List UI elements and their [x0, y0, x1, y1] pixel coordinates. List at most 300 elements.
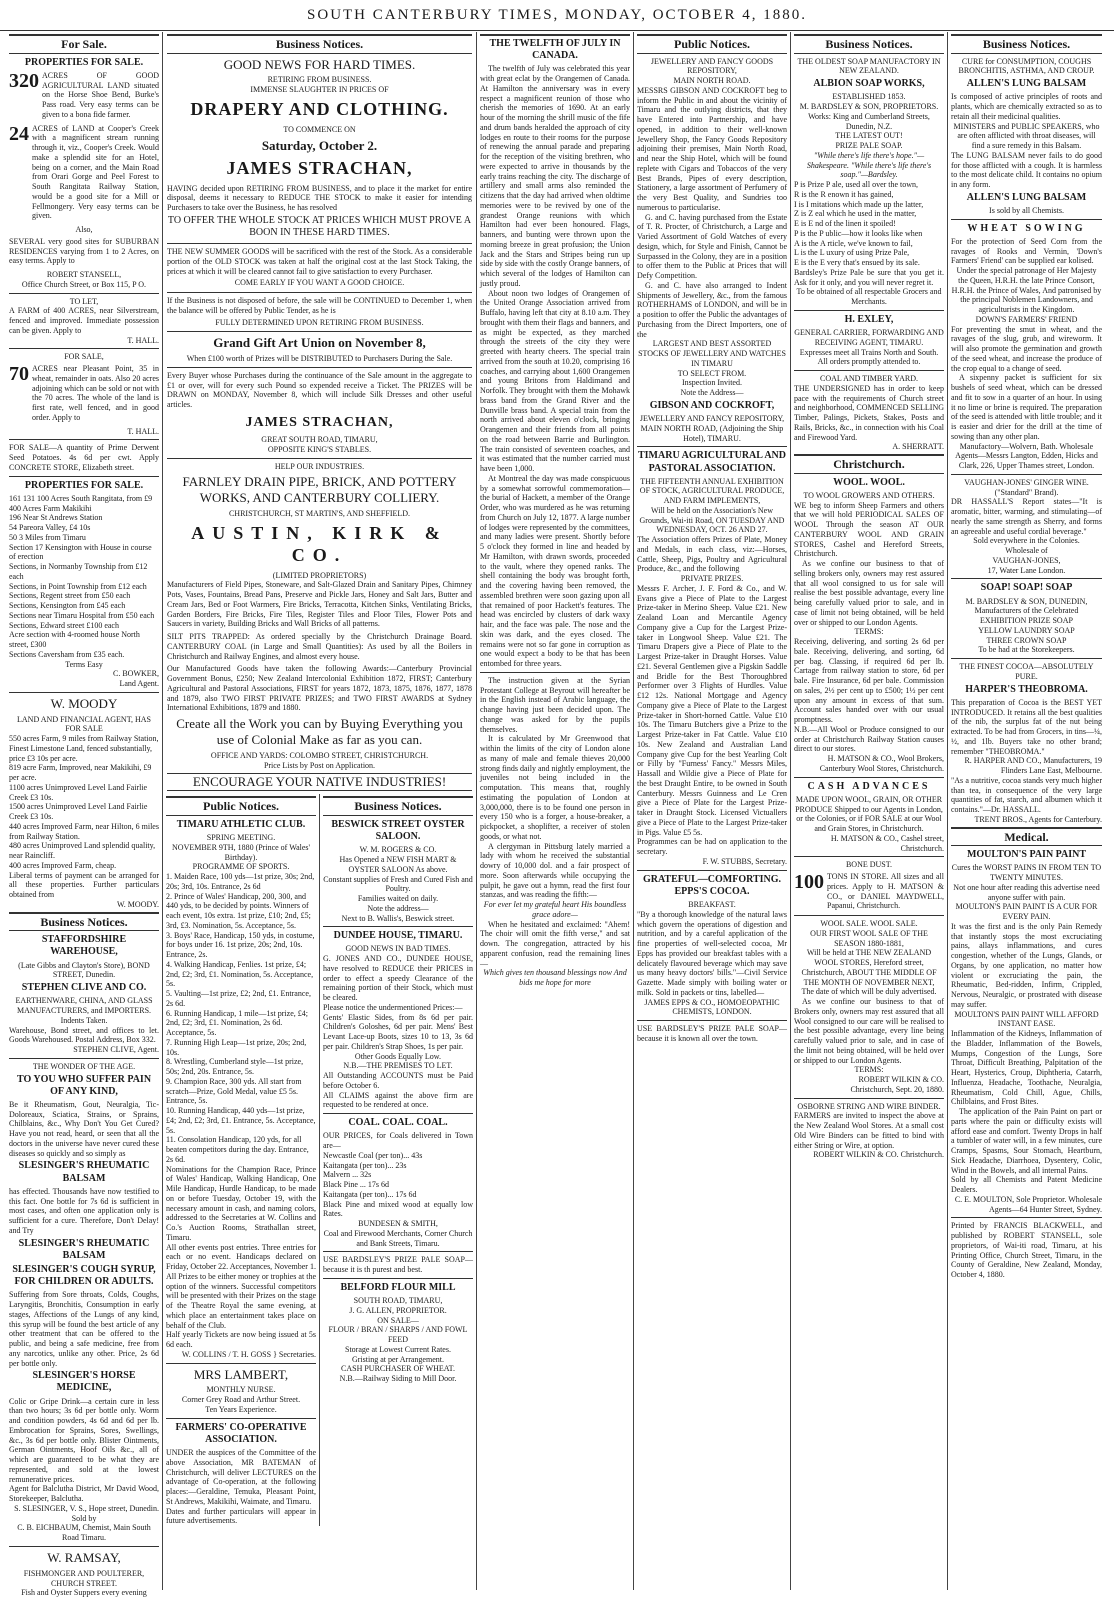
ad-subheading: OUR FIRST WOOL SALE OF THE SEASON 1880-1881,	[810, 928, 928, 948]
ad-property	[794, 872, 944, 911]
ad-subheading: EXHIBITION PRIZE SOAP	[980, 616, 1073, 626]
article-verse: For ever let my grateful heart His boundless grace adore—	[483, 900, 627, 919]
ad-subheading: FULLY DETERMINED UPON RETIRING FROM BUSINESS.	[215, 317, 424, 327]
ad-heading: SLESINGER'S RHEUMATIC BALSAM	[18, 1237, 150, 1261]
ad-heading: PROPERTIES FOR SALE.	[24, 56, 144, 68]
ad-text: ACRES of LAND at Cooper's Creek with a magnificent stream running through it, viz., Cooper's Creek. Would make a splendid site for an Hotel, being on a corner, and the Main Road from Orari Gorge and Peel Forest to South Rangitata Railway Station, would be a good site for a Mill or Fellmongery. Very easy terms can be given.	[32, 123, 159, 221]
list-item: 54 Pareora Valley, £4 10s	[9, 523, 91, 532]
ad-subheading: COAL AND TIMBER YARD.	[820, 374, 918, 383]
ad-signature: A. SHERRATT.	[892, 442, 944, 452]
ad-subheading: NOVEMBER 9TH, 1880 (Prince of Wales' Birthday).	[172, 842, 310, 862]
list-item: P is the P ublic—how it looks like when	[794, 228, 923, 238]
ad-text: Indents Taken.	[60, 1015, 108, 1025]
property-list	[9, 734, 159, 871]
ad-text: N.B.—All Wool or Produce consigned to our order at Christchurch Railway Station causes direct to our stores.	[794, 724, 944, 754]
ad-text: Is sold by all Chemists.	[989, 206, 1064, 215]
ad-heading: W. RAMSAY,	[47, 1549, 121, 1565]
ad-subheading: GENERAL CARRIER, FORWARDING AND RECEIVING AGENT, TIMARU.	[794, 328, 944, 347]
ad-subheading: (LIMITED PROPRIETORS)	[272, 570, 367, 580]
ad-text: Wholesale of	[1005, 546, 1048, 556]
ad-signature: W. MOODY.	[116, 899, 159, 909]
ad-text: Be it Rheumatism, Gout, Neuralgia, Tic-Doloreaux, Sciatica, Strains, or Sprains, Chilblains, &c., Why Don't You Get Cured? Have you not read, heard, or seen that all the doctors in the universe have never cured these diseases so quickly and so simply as	[9, 1099, 159, 1158]
ad-heading: SLESINGER'S HORSE MEDICINE,	[32, 1370, 136, 1394]
ad-text: Fish and Oyster Suppers every evening	[21, 1588, 147, 1598]
ad-subheading: MONTHLY NURSE.	[206, 1385, 276, 1395]
ad-text: Note the Address—	[680, 388, 744, 398]
ad-heading: WHEAT SOWING	[967, 222, 1086, 234]
ad-signature: T. HALL.	[127, 426, 159, 436]
masthead: SOUTH CANTERBURY TIMES, MONDAY, OCTOBER 4, 1880.	[0, 0, 1114, 31]
ad-subheading: WOOL SALE. WOOL SALE.	[820, 919, 918, 928]
ad-text: THE UNDERSIGNED has in order to keep pace with the requirements of Church street and neighborhood, COMMENCED SELLING Timber, Palings, Pickets, Stakes, Posts and Rails, Bricks, &c., in connection with his Coal and Firewood Yard.	[794, 383, 944, 442]
ad-subheading: ESTABLISHED 1853.	[832, 92, 906, 102]
list-item: Sections near Timaru Hospital from £50 each	[9, 610, 155, 620]
article-paragraph: The instruction given at the Syrian Protestant College at Beyrout will hereafter be in the English instead of Arabic language, the change having just been decided upon. The change was asked for by the pupils themselves.	[480, 675, 630, 734]
ad-heading: Create all the Work you can by Buying Everything you use of Colonial Make as far as you can.	[176, 716, 463, 748]
ad-subheading: SPRING MEETING.	[206, 833, 276, 843]
ad-subheading: CASH PURCHASER OF WHEAT.	[341, 1364, 455, 1374]
ad-signature: Land Agent.	[119, 679, 159, 688]
ad-heading: FARMERS' CO-OPERATIVE ASSOCIATION.	[175, 1421, 307, 1445]
ad-text: Manufactory—Wolvern, Bath. Wholesale Agents—Messrs Langton, Edden, Hicks and Clark, 226, Upper Thames street, London.	[955, 441, 1098, 471]
section-heading: Business Notices.	[167, 34, 472, 54]
ad-subheading: CURE for CONSUMPTION, COUGHS BRONCHITIS, ASTHMA, AND CROUP.	[958, 56, 1095, 76]
list-item: 8. Wrestling, Cumberland style—1st prize, 50s; 2nd, 20s. Entrance, 5s.	[166, 1057, 304, 1077]
ad-text: The LUNG BALSAM never fails to do good for those afflicted with a cough. It is harmless to the most delicate child. It contains no opium in any form.	[951, 150, 1102, 190]
ad-property	[9, 71, 159, 120]
ad-signature: STEPHEN CLIVE, Agent.	[73, 1045, 159, 1055]
ad-text: Inspection Invited.	[682, 378, 742, 388]
ad-heading: ALBION SOAP WORKS,	[813, 78, 925, 90]
ad-heading: TO LET,	[69, 296, 99, 306]
ad-text: "While there's life there's hope."—Shakespeare. "While there's life there's soap."—Bardsley.	[806, 150, 932, 180]
ad-text: has effected. Thousands have now testified to this fact. One bottle for 7s 6d is sufficient in most cases, and often one application only is sufficient for a cure. Therefore, Don't Delay! and Try	[9, 1186, 159, 1235]
ad-text: Programmes can be had on application to the secretary.	[637, 837, 787, 857]
ad-subheading: COME EARLY IF YOU WANT A GOOD CHOICE.	[234, 278, 405, 288]
list-item: 480 acres Unimproved Land splendid quality, near Raincliff.	[9, 841, 156, 861]
list-item: 1100 acres Unimproved Level Land Fairlie Creek £3 10s.	[9, 782, 148, 802]
ad-subheading: OFFICE AND YARDS: COLOMBO STREET, CHRISTCHURCH.	[210, 750, 429, 760]
ad-text: Nominations for the Champion Race, Prince of Wales' Handicap, Walking Handicap, One Mile Handicap, Hurdle Handicap, to be made on or before Tuesday, October 19, with the necessary amount in cash, and naming colors, addressed to the Secretaries at W. Collins and Co.'s Auction Rooms, Strathallan street, Timaru.	[166, 1164, 316, 1242]
ad-text: Dates and further particulars will appear in future advertisements.	[166, 1506, 316, 1526]
ad-heading: GIBSON AND COCKROFT,	[649, 399, 775, 411]
ad-heading: MOULTON'S PAIN PAINT	[966, 849, 1087, 861]
ad-heading: FARNLEY DRAIN PIPE, BRICK, AND POTTERY WORKS, AND CANTERBURY COLLIERY.	[182, 474, 457, 506]
ad-text: Also,	[75, 225, 93, 235]
ad-text: For preventing the smut in wheat, and the ravages of the slug, grub, and wireworm. It will also promote the germination and growth of the seed wheat, and increase the produce of the crop equal to a change of seed.	[951, 324, 1102, 373]
ad-signature: T. HALL.	[127, 335, 159, 345]
ad-subheading: TO COMMENCE ON	[283, 124, 356, 134]
ad-text: All CLAIMS against the above firm are requested to be rendered at once.	[323, 1090, 473, 1110]
list-item: Sections, in Point Township from £12 each	[9, 581, 147, 591]
list-item: L is the L uxury of using Prize Pale,	[794, 248, 910, 258]
ad-heading: SLESINGER'S RHEUMATIC BALSAM	[18, 1160, 150, 1184]
ad-signature: ROBERT WILKIN & CO. Christchurch.	[813, 1150, 944, 1160]
ad-text: Colic or Gripe Drink—a certain cure in less than two hours; 3s 6d per bottle only. Worm and condition powders, 4s 6d and 6d per lb. Embrocation for Sprains, Sores, Swellings, &c., 3s 6d per bottle only. Blister Ointments, German Ointments, Hoof Oils &c., all of which are guaranteed to be what they are represented, and sold at the lowest remunerative prices.	[9, 1396, 159, 1484]
list-item: 161 131 100 Acres South Rangitata, from £9	[9, 493, 153, 503]
acreage: 70	[9, 363, 29, 386]
ad-text: G. and C. having purchased from the Estate of T. R. Procter, of Christchurch, a Large and Varied Assortment of Gold Watches of every design, which, for Style and Finish, Cannot be Surpassed in the Colony, they are in a position to offer them to the Public at Prices that will Defy Competition.	[637, 212, 787, 281]
article-title: THE TWELFTH OF JULY IN CANADA.	[480, 34, 630, 62]
ad-text: Will be held on the Association's New Grounds, Wai-iti Road, ON TUESDAY AND WEDNESDAY, OCT. 26 AND 27.	[639, 505, 785, 535]
list-item: 400 Acres Farm Makikihi	[9, 503, 92, 513]
list-item: 9. Champion Race, 300 yds. All start from scratch—Prize, Gold Medal, value £5 5s. Entrance, 5s.	[166, 1076, 302, 1106]
ad-heading: THE WONDER OF THE AGE.	[32, 1061, 136, 1071]
ad-subheading: YELLOW LAUNDRY SOAP	[978, 625, 1075, 635]
ad-text: Messrs F. Archer, J. F. Ford & Co., and W. Evans give a Piece of Plate to the Largest Prize-taker in Merino Sheep. Value £21. New Zealand Loan and Mercantile Agency Company give a Cup for the Largest Prize-taker in Longwool Sheep. Value £21. The Timaru Drapers give a Piece of Plate to the Largest Prize-taker in Draught Horses. Value £21. Several Gentlemen give a Pigskin Saddle and Bridle for the Best Thoroughbred Performer over 3 Flights of Hurdles. Value £12 12s. National Mortgage and Agency Company give a Piece of Plate to the Largest Prize-taker in Short-horned Cattle. Value £10 10s. The Timaru Butchers give a Prize to the Largest Prize-taker in Fat Cattle. Value £10 10s. New Zealand and Australian Land Company give Cup for the best Yearling Colt or Filly by "Furness' Fancy." Messrs Miles, Hassall and Wildie give a Piece of Plate for the best Draught Entire, to be owned in South Canterbury. Messrs Guinness and Le Cren give a Piece of Plate for the Largest Prize-taker in Draught Stock. Licensed Victuallers give a Piece of Plate to the Largest Prize-taker in Pigs. Value £5 5s.	[637, 583, 787, 837]
acrostic-verse	[794, 180, 944, 268]
list-item: 50 3 Miles from Timaru	[9, 532, 86, 542]
ad-text: Gristing at per Arrangement.	[352, 1354, 444, 1364]
ad-text: FARMERS are invited to inspect the above at the New Zealand Wool Stores. At a small cost Old Wire Binders can be fitted to bind with either String or Wire, at option.	[794, 1111, 944, 1150]
ad-text: FLOUR / BRAN / SHARPS / AND FOWL FEED	[328, 1325, 468, 1345]
list-item: Sections, in Normanby Township from £12 each	[9, 562, 148, 581]
ad-text: Every Buyer whose Purchases during the continuance of the Sale amount in the aggregate to £1 or over, will for every such Pound so expended receive a Ticket. The PRIZES will be DRAWN on MONDAY, November 8, which will include Silk Dresses and other useful articles.	[167, 370, 472, 410]
ad-text: Has Opened a NEW FISH MART & OYSTER SALOON As above.	[339, 855, 457, 874]
list-item: A is the A rticle, we've known to fail,	[794, 238, 913, 248]
events-list	[166, 872, 316, 1165]
ad-heading: HARPER'S THEOBROMA.	[965, 683, 1088, 695]
ad-subheading: THE LATEST OUT!	[835, 131, 903, 141]
ad-heading: GOOD NEWS FOR HARD TIMES.	[223, 56, 416, 72]
ad-subheading: PROGRAMME OF SPORTS.	[192, 862, 290, 872]
ad-signature: H. MATSON & CO., Cashel street, Christchurch.	[830, 833, 944, 853]
ad-text: When £100 worth of Prizes will be DISTRIBUTED to Purchasers During the Sale.	[186, 354, 453, 364]
ad-text: Inflammation of the Kidneys, Inflammation of the Bladder, Inflammation of the Bowels, Mumps, Congestion of the Lungs, Sore Throat, Difficult Breathing, Palpitation of the Heart, Hysterics, Croup, Diphtheria, Catarrh, Influenza, Headache, Toothache, Neuralgia, Rheumatism, Cold Chill, Ague, Chills, Chilblains, and Frost Bites.	[951, 1029, 1102, 1107]
ad-heading: FOR SALE,	[64, 352, 104, 362]
list-item: 2. Prince of Wales' Handicap, 200, 300, and 440 yds, to be decided by points. Winners of each event, 10s extra. 1st prize, £10; 2nd, £5; 3rd, £3. Nomination, 5s. Acceptance, 5s.	[166, 891, 311, 930]
ad-subheading: JEWELLERY AND FANCY REPOSITORY, MAIN NORTH ROAD, (Adjoining the Ship Hotel), TIMARU.	[639, 414, 785, 443]
list-item: 400 acres Improved Farm, cheap.	[9, 860, 117, 870]
property-list	[9, 494, 159, 660]
ad-subheading: TERMS:	[854, 1065, 884, 1075]
ad-signature: C. BOWKER,	[113, 669, 159, 679]
ad-text: 17, Water Lane London.	[987, 565, 1066, 575]
ad-signature: ROBERT WILKIN & CO.	[858, 1075, 944, 1084]
ad-heading: CASH ADVANCES	[807, 780, 931, 792]
ad-text: Other Goods Equally Low.	[354, 1051, 442, 1061]
ad-signature: Christchurch, Sept. 20, 1880.	[850, 1084, 944, 1094]
ad-heading: TIMARU AGRICULTURAL AND PASTORAL ASSOCIATION.	[638, 450, 786, 474]
list-item: Kaitangata (per ton)... 23s	[323, 1160, 407, 1170]
ad-text: Under the special patronage of Her Majesty the Queen, H.R.H. the late Prince Consort, H.R.H. the Prince of Wales, And patronised by the principal Noblemen Landowners, and agriculturists in the Kingdom.	[951, 266, 1102, 315]
ad-subheading: MAIN NORTH ROAD.	[673, 76, 751, 86]
ad-heading: ALLEN'S LUNG BALSAM	[966, 78, 1087, 90]
ad-text: Will be held at THE NEW ZEALAND WOOL STORES, Hereford street, Christchurch, ABOUT THE MIDDLE OF THE MONTH OF NOVEMBER NEXT,	[801, 948, 937, 987]
ad-heading: STEPHEN CLIVE AND CO.	[21, 982, 147, 994]
ad-subheading: Cures the WORST PAINS IN FROM TEN TO TWENTY MINUTES.	[951, 863, 1102, 883]
ad-heading: JEWELLERY AND FANCY GOODS REPOSITORY,	[650, 56, 774, 76]
ad-text: N.B.—Railway Siding to Mill Door.	[339, 1374, 457, 1384]
ad-text: Coal and Firewood Merchants, Corner Church and Bank Streets, Timaru.	[323, 1228, 473, 1248]
article-paragraph: When he hesitated and exclaimed: "Ahem! The choir will omit the fifth verse," and sat down. The congregation, attracted by his apparent confusion, read the remaining lines—	[480, 919, 630, 968]
ad-subheading: PRIVATE PRIZES.	[680, 574, 744, 584]
section-heading: Business Notices.	[9, 912, 159, 932]
ad-text: SILT PITS TRAPPED: As ordered specially by the Christchurch Drainage Board. CANTERBURY COAL (in Large and Small Quantities): As used by all the Boilers in Christchurch and Railway Engines, and almost every house.	[167, 632, 472, 661]
ad-text: OUR PRICES, for Coals delivered in Town are—	[323, 1131, 473, 1151]
list-item: P is Prize P ale, used all over the town,	[794, 180, 919, 190]
ad-subheading: OPPOSITE KING'S STABLES.	[267, 444, 372, 454]
ad-heading: DRAPERY AND CLOTHING.	[190, 98, 449, 119]
list-item: Sections Caversham from £35 each.	[9, 649, 125, 659]
ad-text: The date of which will be duly advertised.	[801, 987, 937, 997]
ad-text: Please notice the undermentioned Prices:—	[323, 1002, 463, 1012]
list-item: 6. Running Handicap, 1 mile—1st prize, £4; 2nd, £2; 3rd, £1. Nomination, 2s 6d. Acceptance, 5s.	[166, 1008, 308, 1038]
list-item: 819 acre Farm, Improved, near Makikihi, £9 per acre.	[9, 763, 152, 783]
ad-subheading: N.B.—THE PREMISES TO LET.	[343, 1061, 453, 1071]
ad-heading: ALLEN'S LUNG BALSAM	[966, 191, 1087, 203]
ad-signature: TRENT BROS., Agents for Canterbury.	[974, 814, 1102, 824]
ad-subheading: CHRISTCHURCH, ST MARTIN'S, AND SHEFFIELD.	[228, 509, 411, 519]
ad-text: ("Standard" Brand).	[994, 487, 1059, 497]
ad-text: DR HASSALL'S Report states—"It is aromatic, bitter, warming, and stimulating—of nearly the same strength as Sherry, and forms an agreeable and useful cordial beverage."	[951, 497, 1102, 536]
ad-text: FOR SALE—A quantity of Prime Derwent Seed Potatoes. 4s 6d per cwt. Apply CONCRETE STORE, Elizabeth street.	[9, 443, 159, 472]
ad-text: It was the first and is the only Pain Remedy that instantly stops the most excruciating pains, allays inflammations, and cures congestion, whether of the Lungs, Glands, or Organs, by one application, no matter how violent or excruciating the pain, the Rheumatic, Bed-ridden, Infirm, Crippled, Nervous, Neuralgic, or prostrated with disease may suffer.	[951, 921, 1102, 1009]
ad-text: USE BARDSLEY'S PRIZE PALE SOAP—because it is th purest and best.	[323, 1255, 473, 1275]
ad-text: Corner Grey Road and Arthur Street.	[181, 1395, 301, 1405]
ad-subheading: VAUGHAN-JONES' GINGER WINE.	[964, 477, 1089, 487]
imprint: Printed by FRANCIS BLACKWELL, and published by ROBERT STANSELL, sole proprietors, of Wai-iti road, Timaru, at his Printing Office, Church Street, Timaru, in the County of Geraldine, New Zealand, Monday, October 4, 1880.	[951, 1221, 1102, 1280]
ad-text: To be obtained of all respectable Grocers and Merchants.	[796, 287, 942, 307]
column-2b	[320, 794, 476, 1526]
ad-text: Works: King and Cumberland Streets, Dunedin, N.Z.	[808, 111, 930, 131]
ad-signature: C. B. EICHBAUM, Chemist, Main South Road Timaru.	[17, 1523, 151, 1543]
ad-signature: R. HARPER AND CO., Manufacturers, 19 Flinders Lane East, Melbourne.	[964, 756, 1102, 776]
ad-heading: JAMES STRACHAN,	[245, 414, 394, 430]
ad-text: The Association offers Prizes of Plate, Money and Medals, in each class, viz:—Horses, Cattle, Sheep, Pigs, Poultry and Agricultural Produce, &c., and the following	[637, 535, 787, 574]
list-item: Black Pine ... 17s 6d	[323, 1180, 389, 1190]
ad-text: Bardsley's Prize Pale be sure that you get it. Ask for it only, and you will never regret it.	[794, 267, 944, 287]
section-heading: Public Notices.	[166, 796, 316, 816]
section-heading: Business Notices.	[323, 796, 473, 816]
acreage: 24	[9, 122, 29, 145]
ad-subheading: GREAT SOUTH ROAD, TIMARU,	[261, 435, 378, 445]
ad-text: Half yearly Tickets are now being issued at 5s 6d each.	[166, 1330, 316, 1350]
ad-text: Sold by all Chemists and Patent Medicine Dealers.	[951, 1175, 1102, 1195]
list-item: 10. Running Handicap, 440 yds—1st prize, £4; 2nd, £2; 3rd, £1. Entrance, 5s. Acceptance, 5s.	[166, 1106, 316, 1135]
ad-text: Storage at Lowest Current Rates.	[345, 1344, 451, 1354]
ad-subheading: THE FIFTEENTH ANNUAL EXHIBITION	[640, 476, 784, 486]
ad-text: A FARM of 400 ACRES, near Silverstream, fenced and improved. Immediate possession can be given. Apply to	[9, 306, 159, 335]
ad-heading: COAL. COAL. COAL.	[348, 1117, 448, 1129]
ad-signature: F. W. STUBBS, Secretary.	[702, 856, 787, 866]
ad-text: MADE UPON WOOL, GRAIN, OR OTHER PRODUCE Shipped to our Agents in London, or the Colonies, or if FOR SALE at our Wool and Grain Stores, in Christchurch.	[795, 794, 943, 833]
list-item: 3. Boys' Race, Handicap, 150 yds, in costume, for boys under 16. 1st prize, 20s; 2nd, 10s. Entrance, 2s.	[166, 930, 315, 960]
list-item: E is the E very that's ensued by its sale.	[794, 258, 920, 268]
quantity: 100	[794, 871, 824, 893]
section-heading: Medical.	[951, 827, 1102, 847]
ad-text: WE beg to inform Sheep Farmers and others that we will hold PERIODICAL SALES OF WOOL Through the season AT OUR CANTERBURY WOOL AND GRAIN STORES, Cashel and Hereford Streets, Christchurch.	[794, 500, 944, 559]
ad-subheading: BONE DUST.	[845, 860, 893, 870]
ad-signature: S. SLESINGER, V. S., Hope street, Dunedin.	[14, 1503, 159, 1513]
list-item: 1500 acres Unimproved Level Land Fairlie Creek £3 10s.	[9, 802, 148, 822]
column-1	[6, 32, 163, 1598]
ad-text: Constant supplies of Fresh and Cured Fish and Poultry.	[323, 874, 473, 894]
ad-heading: MRS LAMBERT,	[193, 1366, 289, 1382]
list-item: E is E nd of the linen it spoiled!	[794, 219, 896, 229]
list-item: 4. Walking Handicap, Fenlies. 1st prize, £4; 2nd, £2; 3rd, £1. Nomination, 5s. Acceptance, 5s.	[166, 959, 314, 989]
ad-heading: JAMES STRACHAN,	[226, 157, 413, 178]
section-heading: For Sale.	[9, 34, 159, 54]
ad-subheading: OF STOCK, AGRICULTURAL PRODUCE, AND FARM IMPLEMENTS,	[639, 486, 785, 506]
ad-signature: W. COLLINS / T. H. GOSS } Secretaries.	[181, 1349, 316, 1359]
list-item: 1. Maiden Race, 100 yds—1st prize, 30s; 2nd, 20s; 3rd, 10s. Entrance, 2s 6d	[166, 872, 315, 891]
ad-subheading: TO WOOL GROWERS AND OTHERS.	[803, 490, 935, 500]
ad-subheading: MOULTON'S PAIN PAINT IS A CUR FOR EVERY PAIN.	[955, 902, 1098, 922]
ad-text: All other events post entries. Three entries for each or no event. Handicaps declared on Friday, October 22. Acceptances, November 1. All Prizes to be either money or trophies at the option of the winners. Successful competitors will be presented with their Prizes on the stage of the Theatre Royal the same evening, at which place an entertainment takes place on behalf of the Club.	[166, 1242, 316, 1330]
ad-subheading: W. M. ROGERS & CO.	[359, 845, 437, 855]
article-paragraph: About noon two lodges of Orangemen of the United Orange Association arrived from Buffalo, having left that city at 8.10 a.m. They brought with them their flags and banners, and as might be expected, as they marched through the streets of the city they were greeted with hearty cheers. The special train arrived from the south at 10.20, comprising 16 coaches, and carrying about 1,600 Orangemen and young Britons from Haldimand and Norfolk. They brought with them the Mohawk brass band from the Grand River and the Dunville brass band. A special train from the north arrived about eleven o'clock, bringing Orangemen and their friends from all points on the road between Barrie and Burlington. The train consisted of seventeen coaches, and it was estimated that the number carried must have been 1,000.	[480, 288, 630, 474]
ad-subheading: BREAKFAST.	[688, 900, 736, 910]
list-item: 196 Near St Andrews Station	[9, 513, 103, 523]
ad-heading: GRATEFUL—COMFORTING. EPPS'S COCOA.	[642, 873, 782, 897]
ad-subheading: PRIZE PALE SOAP.	[835, 141, 903, 151]
list-item: 5. Vaulting—1st prize, £2; 2nd, £1. Entrance, 2s 6d.	[166, 989, 311, 1008]
column-5	[791, 32, 948, 1590]
ad-text: All Outstanding ACCOUNTS must be Paid before October 6.	[323, 1071, 473, 1090]
ad-subheading: FISHMONGER AND POULTERER, CHURCH STREET.	[23, 1568, 145, 1588]
ad-signature: JAMES EPPS & CO., HOMOEOPATHIC CHEMISTS, LONDON.	[644, 997, 780, 1017]
list-item: Sections, Regent street from £50 each	[9, 591, 131, 601]
ad-subheading: J. G. ALLEN, PROPRIETOR.	[349, 1305, 447, 1315]
ad-text: Suffering from Sore throats, Colds, Coughs, Laryngitis, Bronchitis, Consumption in early stages, Affections of the Lungs of any kind, this syrup will be found the best article of any other treatment that can be offered to the public, and being a safe medicine, free from any narcotics, unlike any other. Price, 2s 6d per bottle only.	[9, 1290, 159, 1368]
ad-subheading: OSBORNE STRING AND WIRE BINDER.	[797, 1101, 941, 1111]
ad-text: SEVERAL very good sites for SUBURBAN RESIDENCES varying from 1 to 2 Acres, on easy terms. Apply to	[9, 236, 159, 266]
list-item: R is the R enown it has gained,	[794, 189, 894, 199]
ad-text: "By a thorough knowledge of the natural laws which govern the operations of digestion and nutrition, and by a careful application of the fine properties of well-selected cocoa, Mr Epps has provided our breakfast tables with a delicately flavoured beverage which may save us many heavy doctors' bills."—Civil Service Gazette. Made simply with boiling water or milk. Sold in packets or tins, labelled—	[637, 909, 787, 997]
ad-text: Our Manufactured Goods have taken the following Awards:—Canterbury Provincial Government Bonus, £250; New Zealand Intercolonial Exhibition 1872, FIRST; Canterbury Agricultural and Pastoral Associations, FIRST for years 1872, 1873, 1875, 1876, 1877, 1878 and 1879, also TWO FIRST PRIVATE PRIZES; and TWO FIRST AWARDS at Sydney International Exhibitions, 1879 and 1880.	[167, 664, 472, 713]
list-item: 440 acres Improved Farm, near Hilton, 6 miles from Railway Station.	[9, 821, 159, 841]
ad-text: Warehouse, Bond street, and offices to let. Goods Warehoused. Postal Address, Box 332.	[9, 1025, 159, 1045]
list-item: 550 acres Farm, 9 miles from Railway Station, Finest Limestone Land, fenced substantially, price £3 10s per acre.	[9, 734, 159, 763]
ad-text: HAVING decided upon RETIRING FROM BUSINESS, and to place it the market for entire disposal, deems it necessary to REDUCE THE STOCK to make it easier for intending Purchasers to take over the Business, he has resolved	[167, 183, 472, 212]
list-item: Newcastle Coal (per ton)... 43s	[323, 1150, 423, 1160]
ad-text: As we confine our business to that of selling brokers only, owners may rest assured that all wool consigned to us for sale will realise the best possible advantage, every line being carefully valued prior to sale, and in case of limit not being obtained, will be held over or shipped to our London Agents.	[794, 559, 944, 627]
ad-text: Liberal terms of payment can be arranged for all these properties. Further particulars obtained from	[9, 870, 159, 900]
ad-text: G. JONES AND CO., DUNDEE HOUSE, have resolved to REDUCE their PRICES in order to effect a speedy Clearance of the remaining portion of their Stock, which must be cleared.	[323, 954, 473, 1003]
ad-text: The application of the Pain Paint on part or parts where the pain or difficulty exists will afford ease and comfort. Twenty Drops in half a tumbler of water will, in a few minutes, cure Cramps, Spasms, Sour Stomach, Heartburn, Sick Headache, Diarrhoea, Dysentery, Colic, Wind in the Bowels, and all internal Pains.	[951, 1107, 1102, 1175]
price-list	[323, 1151, 473, 1200]
ad-text: Agent for Balclutha District, Mr David Wood, Storekeeper, Balclutha.	[9, 1484, 159, 1504]
ad-heading: TIMARU ATHLETIC CLUB.	[176, 818, 306, 830]
ad-subheading: SOUTH ROAD, TIMARU,	[353, 1296, 443, 1306]
ad-text: MESSRS GIBSON AND COCKROFT beg to inform the Public in and about the vicinity of Timaru and the outlying districts, that they have Entered into Partnership, and have opened, in addition to their well-known Jewellery Shop, the Fancy Goods Repository adjoining their premises, Main North Road, and near the Ship Hotel, which will be found replete with Cigars and Tobaccos of the very Best Brands, Pipes of every description, Stationery, a large assortment of Perfumery of the very Best Quality, and Sundries too numerous to particularise.	[637, 85, 787, 212]
column-2	[163, 32, 477, 1590]
ad-text: USE BARDSLEY'S PRIZE PALE SOAP—because it is known all over the town.	[637, 1024, 787, 1043]
newspaper-page	[6, 32, 1108, 1598]
section-heading: Christchurch.	[794, 454, 944, 474]
ad-text: "As a nutritive, cocoa stands very much higher than tea, in consequence of the very large quantities of fat, starch, and albumen which it contains."—Dr. HASSALL.	[951, 775, 1102, 815]
ad-subheading: (Late Gibbs and Clayton's Store), BOND STREET, Dunedin.	[18, 960, 150, 980]
ad-signature: BUNDESEN & SMITH,	[358, 1219, 438, 1229]
ad-text: This preparation of Cocoa is the BEST YET INTRODUCED. It retains all the best qualities of the nib, the surplus fat of the nut being extracted. To be had from Grocers, in tins—¼, ½, and 1lb. Buyers take no other brand; remember "THEOBROMA."	[951, 697, 1102, 756]
ad-subheading: LARGEST AND BEST ASSORTED STOCKS OF JEWELLERY AND WATCHES IN TIMARU	[638, 339, 786, 368]
ad-subheading: GOOD NEWS IN BAD TIMES.	[345, 944, 451, 954]
ad-subheading: ON SALE—	[377, 1315, 419, 1325]
column-4	[634, 32, 791, 1590]
ad-text: All orders promptly attended to.	[817, 357, 921, 367]
section-heading: Business Notices.	[951, 34, 1102, 54]
ad-subheading: TERMS:	[854, 627, 884, 637]
acreage: 320	[9, 69, 39, 92]
ad-text: Black Pine and mixed wood at equally low Rates.	[323, 1199, 473, 1219]
ad-text: Not one hour after reading this advertise need anyone suffer with pain.	[953, 882, 1100, 902]
ad-heading: BESWICK STREET OYSTER SALOON.	[331, 818, 465, 843]
ad-heading: W. MOODY	[50, 695, 118, 711]
ad-text: If the Business is not disposed of before, the sale will be CONTINUED to December 1, when the balance will be offered by Public Tender, as he is	[167, 296, 472, 315]
list-item: Sections, Edward street £100 each	[9, 620, 119, 630]
ad-text: Price Lists by Post on Application.	[263, 760, 376, 770]
ad-property	[9, 364, 159, 423]
list-item: 7. Running High Leap—1st prize, 20s; 2nd, 10s.	[166, 1037, 307, 1057]
list-item: Malvern ... 32s	[323, 1170, 372, 1180]
ad-text: To be had at the Storekeepers.	[978, 645, 1075, 655]
ad-text: UNDER the auspices of the Committee of the above Association, MR BATEMAN of Christchurch, will deliver LECTURES on the advantage of Co-operation, at the following places:—Geraldine, Temuka, Pleasant Point, St Andrews, Makikihi, Waimate, and Timaru.	[166, 1448, 316, 1506]
ad-text: Ten Years Experience.	[205, 1404, 277, 1414]
ad-subheading: RETIRING FROM BUSINESS.	[267, 75, 372, 85]
list-item: 11. Consolation Handicap, 120 yds, for all beaten competitors during the day. Entrance, 2s 6d.	[166, 1135, 309, 1164]
list-item: I is I mitations which made up the latter,	[794, 199, 924, 209]
ad-text: Receiving, delivering, and sorting 2s 6d per bale. Receiving, delivering, and sorting, 6d per bag. Classing, if required 6d per lb. Cartage from railway station to store, 6d per bale. Fire Insurance, 6d per bale. Commission on sales, 2½ per cent up to £500; 1½ per cent upon any amount in excess of that sum. Account sales handed over with our usual promptness.	[794, 637, 944, 725]
list-item: Acre section with 4-roomed house North street, £300	[9, 630, 140, 649]
ad-text: A sixpenny packet is sufficient for six bushels of seed wheat, which can be dressed and fit to sow in a quarter of an hour. In using it no lime or brine is required. The preparation of the seed is attended with little trouble; and it is easier and drier for the drill at the time of sowing than any other plan.	[951, 373, 1102, 441]
ad-text: For the protection of Seed Corn from the ravages of Rooks and Vermin, 'Down's Farmers' Friend' can be supplied ear kolised.	[951, 236, 1102, 266]
ad-text: As we confine our business to that of Brokers only, owners may rest assured that all Wool consigned to our care will be realised to the best possible advantage, every line being carefully valued prior to sale, and in case of the limit not being obtained, will be held over or shipped to our London Agents.	[794, 997, 944, 1065]
ad-text: ACRES OF GOOD AGRICULTURAL LAND situated on the Horse Shoe Bend, Burke's Pass road. Very easy terms can be given to a bona fide farmer.	[42, 70, 159, 119]
ad-subheading: THREE CROWN SOAP	[986, 635, 1067, 645]
ad-text: TONS IN STORE. All sizes and all prices. Apply to H. MATSON & CO., or DANIEL MAYDWELL, Papanui, Christchurch.	[827, 872, 944, 911]
ad-heading: ENCOURAGE YOUR NATIVE INDUSTRIES!	[167, 773, 472, 791]
column-6	[948, 32, 1105, 1590]
ad-text: Next to B. Wallis's, Beswick street.	[341, 913, 455, 923]
ad-text: THE NEW SUMMER GOODS will be sacrificed with the rest of the Stock. As a considerable portion of the OLD STOCK was taken at half the original cost at the last Stock Taking, the prices at which it will be cleared cannot fail to give satisfaction to every Purchaser.	[167, 247, 472, 276]
article-paragraph: The twelfth of July was celebrated this year with great eclat by the Orangemen of Canada. At Hamilton the anniversary was in every respect a magnificent reunion of those who cherish the memories of 1690. At an early hour of the morning the shrill music of the fife and drum bands heralded the approach of city lodges en route to their rooms for the purpose of renewing the annual parade and preparing for the reception of the visiting brethren, who were expected to arrive in thousands by the early trains reaching the city. The discharge of artillery and small arms also reminded the citizens that the day had arrived when oldtime memories were to be revived by one of the grandest Orange reunions with which Hamilton had ever been honoured. Flags, banners, and bunting were thrown upon the morning breeze in great profusion; the Union Jack and the Stars and Stripes being run up side by side with the costly Orange banners, of which several of the lodges of Hamilton can justly proud.	[480, 64, 630, 288]
ad-subheading: HELP OUR INDUSTRIES.	[274, 461, 365, 471]
ad-subheading: MOULTON'S PAIN PAINT WILL AFFORD INSTANT EASE.	[954, 1009, 1099, 1029]
ad-subheading: LAND AND FINANCIAL AGENT, HAS FOR SALE	[17, 714, 151, 734]
ad-text: Is composed of active principles of roots and plants, which are chemically extracted so as to retain all their medicinal qualities.	[951, 92, 1102, 121]
article-paragraph: A clergyman in Pittsburg lately married a lady with whom he received the substantial dowry of 10,000 dol. and a fair prospect of more. Soon afterwards while occupying the pulpit, he gave out a hymn, read the first four stanzas, and was reading the fifth:—	[480, 841, 630, 900]
list-item: Section 17 Kensington with House in course of erection	[9, 542, 152, 562]
ad-heading: H. EXLEY,	[844, 313, 894, 325]
ad-text: M. BARDSLEY & SON, DUNEDIN, Manufacturers of the Celebrated	[965, 596, 1088, 616]
ad-text: Sold everywhere in the Colonies.	[973, 536, 1080, 546]
ad-heading: DUNDEE HOUSE, TIMARU.	[333, 930, 463, 942]
ad-subheading: DOWN'S FARMERS' FRIEND	[975, 314, 1078, 324]
ad-text: ACRES near Pleasant Point, 35 in wheat, remainder in oats. Also 20 acres adjoining which can be sold or not with the 70 acres. The whole of the land is first rate, well fenced, and in good order. Apply to	[32, 364, 159, 422]
ad-heading: SLESINGER'S COUGH SYRUP, FOR CHILDREN OR ADULTS.	[12, 1263, 156, 1288]
ad-heading: PROPERTIES FOR SALE.	[24, 479, 144, 491]
ad-heading: SOAP! SOAP! SOAP	[980, 582, 1073, 594]
article-paragraph: At Montreal the day was made conspicuous by a somewhat sorrowful commemoration—the burial of Hackett, a member of the Orange Order, who was murdered as he was returning from Church on July 12, 1877. A large number of lodges were represented by the committees, and many ladies were present. Shortly before 5 o'clock they formed in line and headed by Mr Hamilton, with drawn swords, proceeded to the vault, where they opened ranks. The shell containing the body was brought forth, and the covering having been removed, the assembled brethren were soon gazing upon all that remained of poor Hackett's features. The head was encircled by clusters of dark waxy hair, and the face was pale. The nose and the skin was dark, and the eyes closed. The remains were not so far gone in corruption as one would expect a body to be that has been entombed for three years.	[480, 473, 630, 669]
ad-subheading: IMMENSE SLAUGHTER IN PRICES OF	[250, 85, 389, 95]
ad-text: Manufacturers of Field Pipes, Stoneware, and Salt-Glazed Drain and Sanitary Pipes, Chimney Pots, Vases, Fountains, Bread Pans, Preserve and Pickle Jars, Honey and Salt Jars, Butter and Cream Jars, Bed or Foot Warmers, Fire Bricks, Terracotta, Kitchen Sinks, Ventilating Bricks, Garden Borders, Fire Bricks, Fire Tiles, Register Tiles and Floor Tiles, Flower Pots and Saucers in variety, Building Bricks and Wall Bricks of all patterns.	[167, 580, 472, 629]
list-item: Sections, Kensington from £45 each	[9, 601, 126, 610]
ad-heading: STAFFORDSHIRE WAREHOUSE,	[41, 934, 127, 958]
ad-text: Expresses meet all Trains North and South.	[799, 347, 939, 357]
ad-signature: ROBERT STANSELL,	[46, 270, 122, 280]
ad-subheading: TO SELECT FROM.	[677, 368, 747, 378]
list-item: Z is Z eal which he used in the matter,	[794, 209, 917, 219]
ad-text: Gents' Elastic Sides, from 8s 6d per pair. Children's Goloshes, 6d per pair. Mens' Best Levant Lace-up Boots, sizes 10 to 13, 3s 6d per pair. Children's Strap Shoes, 1s per pair.	[323, 1012, 473, 1051]
list-item: Kaitangata (per ton)... 17s 6d	[323, 1189, 417, 1199]
ad-heading: BELFORD FLOUR MILL	[340, 1281, 456, 1293]
ad-heading: TO OFFER THE WHOLE STOCK AT PRICES WHICH MUST PROVE A BOON IN THESE HARD TIMES.	[167, 214, 472, 238]
section-heading: Business Notices.	[794, 34, 944, 54]
ad-signature: H. MATSON & CO., Wool Brokers, Canterbury Wool Stores, Christchurch.	[819, 754, 944, 773]
ad-heading: Saturday, October 2.	[261, 137, 378, 153]
ad-subheading: VAUGHAN-JONES,	[992, 555, 1061, 565]
